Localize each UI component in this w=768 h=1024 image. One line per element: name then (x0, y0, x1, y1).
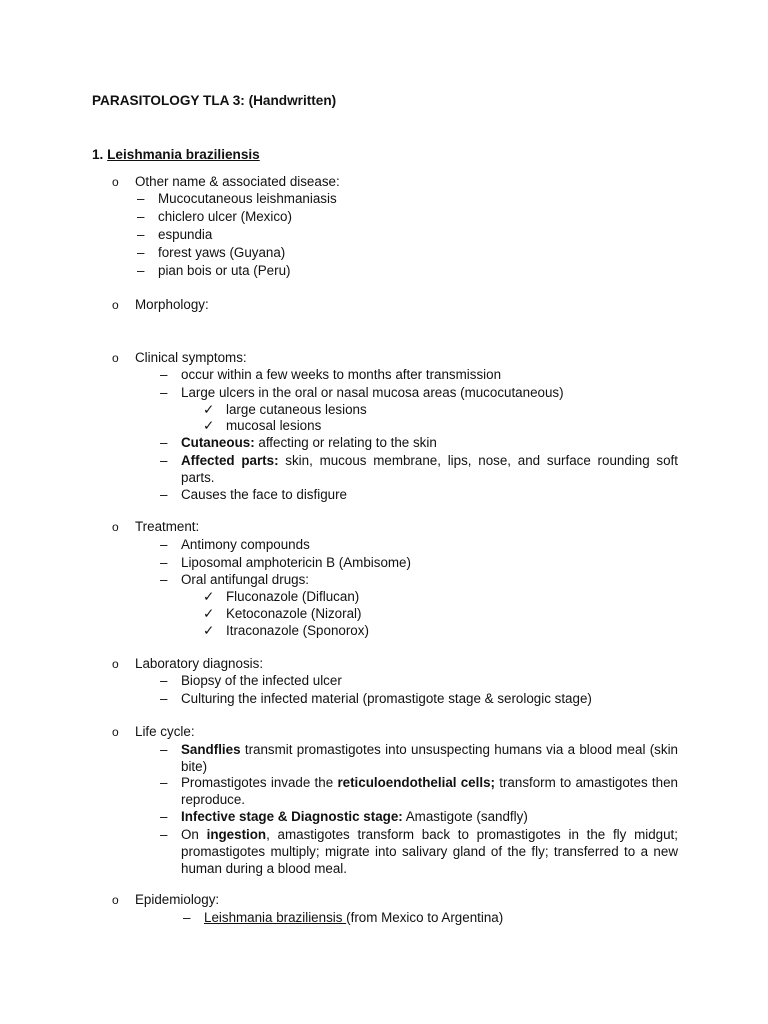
sub-list-item: large cutaneous lesions (226, 402, 367, 417)
dash-icon: – (160, 673, 168, 688)
lifecycle-label: Life cycle: (135, 724, 195, 739)
list-item: forest yaws (Guyana) (158, 245, 286, 260)
definition: skin, mucous membrane, lips, nose, and surface rounding soft parts. (181, 453, 678, 485)
check-icon: ✓ (203, 606, 215, 621)
lab-label: Laboratory diagnosis: (135, 656, 264, 671)
dash-icon: – (160, 487, 168, 502)
check-icon: ✓ (203, 418, 215, 433)
list-item: Culturing the infected material (promastigote stage & serologic stage) (181, 691, 592, 706)
term: ingestion (206, 827, 267, 842)
section-name: Leishmania braziliensis (107, 147, 260, 162)
list-item: Liposomal amphotericin B (Ambisome) (181, 555, 411, 570)
text: Promastigotes invade the (181, 775, 338, 790)
list-item: pian bois or uta (Peru) (158, 263, 291, 278)
other-name-label: Other name & associated disease: (135, 174, 340, 189)
bullet-icon: o (112, 657, 119, 671)
dash-icon: – (160, 537, 168, 552)
list-item: Antimony compounds (181, 537, 310, 552)
bullet-icon: o (112, 520, 119, 534)
text: , amastigotes transform back to promastigotes in the fly midgut; promastigotes multiply; migrate into salivary gland of the fly; transferred to a new human during a blood meal. (181, 827, 678, 876)
bullet-icon: o (112, 351, 119, 365)
list-item: Large ulcers in the oral or nasal mucosa areas (mucocutaneous) (181, 385, 564, 400)
list-item (181, 808, 528, 825)
dash-icon: – (137, 209, 145, 224)
clinical-label: Clinical symptoms: (135, 350, 247, 365)
text: transform to amastigotes then reproduce. (181, 775, 678, 807)
term: Sandflies (181, 742, 241, 757)
term: reticuloendothelial cells; (337, 775, 495, 790)
dash-icon: – (137, 191, 145, 206)
section-number: 1. (92, 147, 104, 162)
sub-list-item: Itraconazole (Sponorox) (226, 623, 369, 638)
definition: affecting or relating to the skin (254, 435, 437, 450)
dash-icon: – (160, 555, 168, 570)
list-item: Biopsy of the infected ulcer (181, 673, 342, 688)
sub-list-item: mucosal lesions (226, 418, 322, 433)
dash-icon: – (160, 742, 168, 757)
list-item: Causes the face to disfigure (181, 487, 347, 502)
epidemiology-label: Epidemiology: (135, 892, 220, 907)
bullet-icon: o (112, 175, 119, 189)
bullet-icon: o (112, 725, 119, 739)
term: Infective stage & Diagnostic stage: (181, 809, 403, 824)
check-icon: ✓ (203, 623, 215, 638)
dash-icon: – (160, 572, 168, 587)
list-item: chiclero ulcer (Mexico) (158, 209, 292, 224)
treatment-label: Treatment: (135, 519, 200, 534)
list-item: Mucocutaneous leishmaniasis (158, 191, 337, 206)
check-icon: ✓ (203, 589, 215, 604)
text: (from Mexico to Argentina) (346, 910, 504, 925)
check-icon: ✓ (203, 402, 215, 417)
dash-icon: – (160, 827, 168, 842)
list-item (181, 452, 678, 486)
list-item (181, 434, 437, 451)
bullet-icon: o (112, 298, 119, 312)
term: Affected parts: (181, 453, 279, 468)
list-item (204, 909, 503, 926)
dash-icon: – (160, 775, 168, 790)
dash-icon: – (137, 263, 145, 278)
text: On (181, 827, 207, 842)
list-item (181, 741, 678, 775)
dash-icon: – (160, 691, 168, 706)
sub-list-item: Ketoconazole (Nizoral) (226, 606, 362, 621)
dash-icon: – (160, 809, 168, 824)
dash-icon: – (160, 453, 168, 468)
dash-icon: – (160, 385, 168, 400)
text: Amastigote (sandfly) (402, 809, 528, 824)
dash-icon: – (137, 227, 145, 242)
list-item: espundia (158, 227, 213, 242)
morphology-label: Morphology: (135, 297, 209, 312)
species-name: Leishmania braziliensis (204, 910, 347, 925)
term: Cutaneous: (181, 435, 255, 450)
dash-icon: – (160, 435, 168, 450)
list-item (181, 826, 678, 877)
sub-list-item: Fluconazole (Diflucan) (226, 589, 360, 604)
section-heading (92, 147, 260, 162)
document-title: PARASITOLOGY TLA 3: (Handwritten) (92, 93, 337, 108)
bullet-icon: o (112, 893, 119, 907)
dash-icon: – (137, 245, 145, 260)
dash-icon: – (160, 367, 168, 382)
list-item: occur within a few weeks to months after transmission (181, 367, 502, 382)
list-item: Oral antifungal drugs: (181, 572, 310, 587)
list-item (181, 774, 678, 808)
text: transmit promastigotes into unsuspecting humans via a blood meal (skin bite) (181, 742, 678, 774)
dash-icon: – (183, 910, 191, 925)
